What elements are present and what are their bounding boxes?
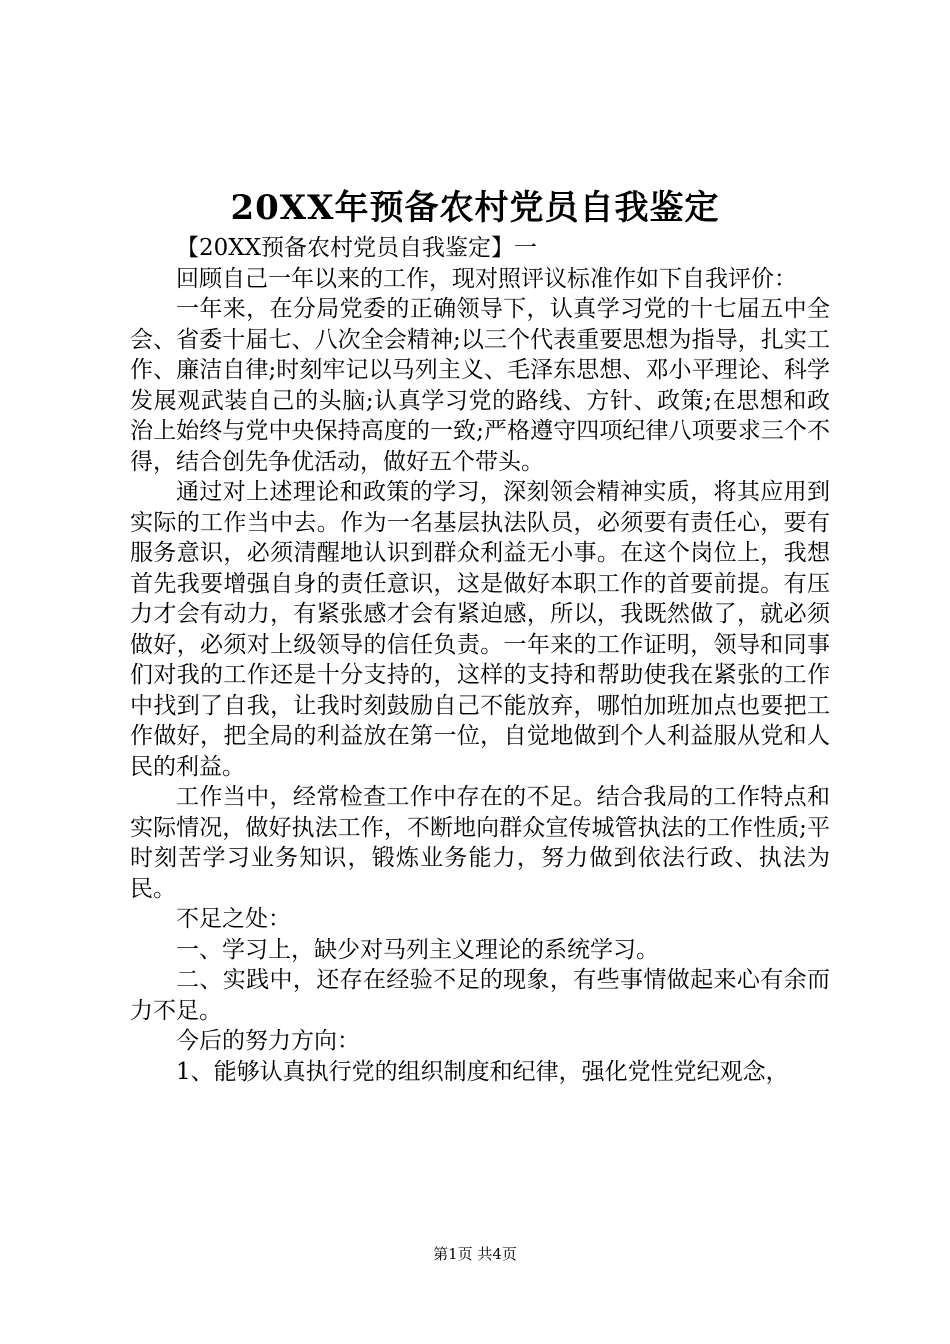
paragraph-work: 工作当中，经常检查工作中存在的不足。结合我局的工作特点和实际情况，做好执法工作，不断地向群众宣传城管执法的工作性质;平时刻苦学习业务知识，锻炼业务能力，努力做到依法行政、执法为民。: [130, 784, 830, 902]
paragraph-shortcoming-1: 一、学习上，缺少对马列主义理论的系统学习。: [176, 936, 659, 963]
paragraph-shortcomings-heading: 不足之处：: [176, 906, 291, 932]
document-body: [130, 233, 830, 1087]
paragraph-study: 一年来，在分局党委的正确领导下，认真学习党的十七届五中全会、省委十届七、八次全会精神;以三个代表重要思想为指导，扎实工作、廉洁自律;时刻牢记以马列主义、毛泽东思想、邓小平理论、科学发展观武装自己的头脑;认真学习党的路线、方针、政策;在思想和政治上始终与党中央保持高度的一致;严格遵守四项纪律八项要求三个不得，结合创先争优活动，做好五个带头。: [130, 296, 830, 475]
paragraph-shortcoming-2: 二、实践中，还存在经验不足的现象，有些事情做起来心有余而力不足。: [130, 967, 830, 1024]
paragraph-direction-1: 1、能够认真执行党的组织制度和纪律，强化党性党纪观念，: [176, 1058, 789, 1085]
paragraph-intro: 【20XX预备农村党员自我鉴定】一: [176, 235, 538, 261]
paragraph-direction-heading: 今后的努力方向：: [176, 1028, 360, 1054]
page-footer: 第1页 共4页: [433, 1245, 517, 1263]
paragraph-review: 回顾自己一年以来的工作，现对照评议标准作如下自我评价：: [176, 265, 797, 292]
document-title: 20XX年预备农村党员自我鉴定: [230, 188, 720, 228]
paragraph-practice: 通过对上述理论和政策的学习，深刻领会精神实质，将其应用到实际的工作当中去。作为一名基层执法队员，必须要有责任心，要有服务意识，必须清醒地认识到群众利益无小事。在这个岗位上，我想首先我要增强自身的责任意识，这是做好本职工作的首要前提。有压力才会有动力，有紧张感才会有紧迫感，所以，我既然做了，就必须做好，必须对上级领导的信任负责。一年来的工作证明，领导和同事们对我的工作还是十分支持的，这样的支持和帮助使我在紧张的工作中找到了自我，让我时刻鼓励自己不能放弃，哪怕加班加点也要把工作做好，把全局的利益放在第一位，自觉地做到个人利益服从党和人民的利益。: [130, 479, 830, 780]
